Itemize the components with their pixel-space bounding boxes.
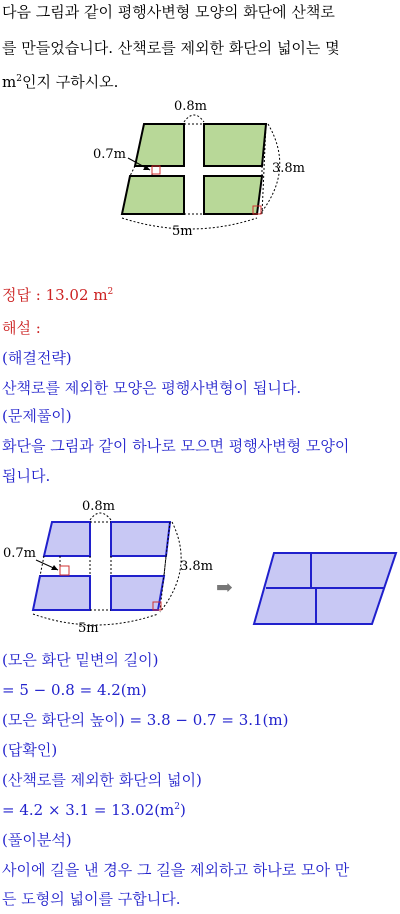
answer-unit-exponent: 2 [107,287,114,297]
explanation-title: 해설 : [2,319,41,337]
base-title: (모은 화단 밑변의 길이) [2,651,159,669]
question-line-1: 다음 그림과 같이 평행사변형 모양의 화단에 산책로 [2,3,335,21]
question-line-3-text: 인지 구하시오. [21,73,119,91]
answer-value: 13.02 [45,286,89,304]
answer-unit: m [93,286,108,304]
question-unit: m [2,73,17,91]
height-equation: (모은 화단의 높이) = 3.8 − 0.7 = 3.1(m) [2,711,289,729]
question-line-3 [2,72,118,92]
bed-bottom-left [122,176,184,214]
bed-top-right [204,124,266,166]
section2-line-1: 화단을 그림과 같이 하나로 모으면 평행사변형 모양이 [2,437,350,455]
solution-figure [0,490,400,640]
fig2-right-label: 3.8m [180,559,214,574]
arrow-icon: ➡ [216,575,233,599]
area-equation [2,800,186,820]
question-line-2: 를 만들었습니다. 산책로를 제외한 화단의 넓이는 몇 [2,39,340,57]
analysis-line-2: 든 도형의 넓이를 구합니다. [2,890,181,908]
section2-title: (문제풀이) [2,407,72,425]
analysis-line-1: 사이에 길을 낸 경우 그 길을 제외하고 하나로 모아 만 [2,861,350,879]
area-title: (산책로를 제외한 화단의 넓이) [2,771,202,789]
analysis-title: (풀이분석) [2,831,72,849]
area-close-paren: ) [180,801,186,819]
bed-top-left [135,124,184,166]
area-equation-text: = 4.2 × 3.1 = 13.02(m [2,801,175,819]
fig1-right-label: 3.8m [272,161,306,176]
answer-prefix: 정답 : [2,286,46,304]
base-equation: = 5 − 0.8 = 4.2(m) [2,681,147,699]
sol-bed-bottom-left [33,576,90,610]
section2-line-2: 됩니다. [2,467,51,485]
fig2-top-label: 0.8m [82,499,116,514]
check-title: (답확인) [2,741,58,759]
answer-line [2,285,113,305]
area-unit-exponent: 2 [174,802,181,812]
question-figure [0,90,400,250]
sol-bed-top-right [111,522,170,556]
fig1-bottom-label: 5m [172,224,193,239]
sol-bed-top-left [44,522,90,556]
section1-text: 산책로를 제외한 모양은 평행사변형이 됩니다. [2,379,302,397]
section1-title: (해결전략) [2,349,72,367]
fig1-left-label: 0.7m [93,147,127,162]
fig1-top-label: 0.8m [174,99,208,114]
sol-bed-bottom-right [111,576,164,610]
fig2-left-label: 0.7m [3,546,37,561]
question-unit-exponent: 2 [16,74,22,84]
fig2-bottom-label: 5m [78,621,99,636]
